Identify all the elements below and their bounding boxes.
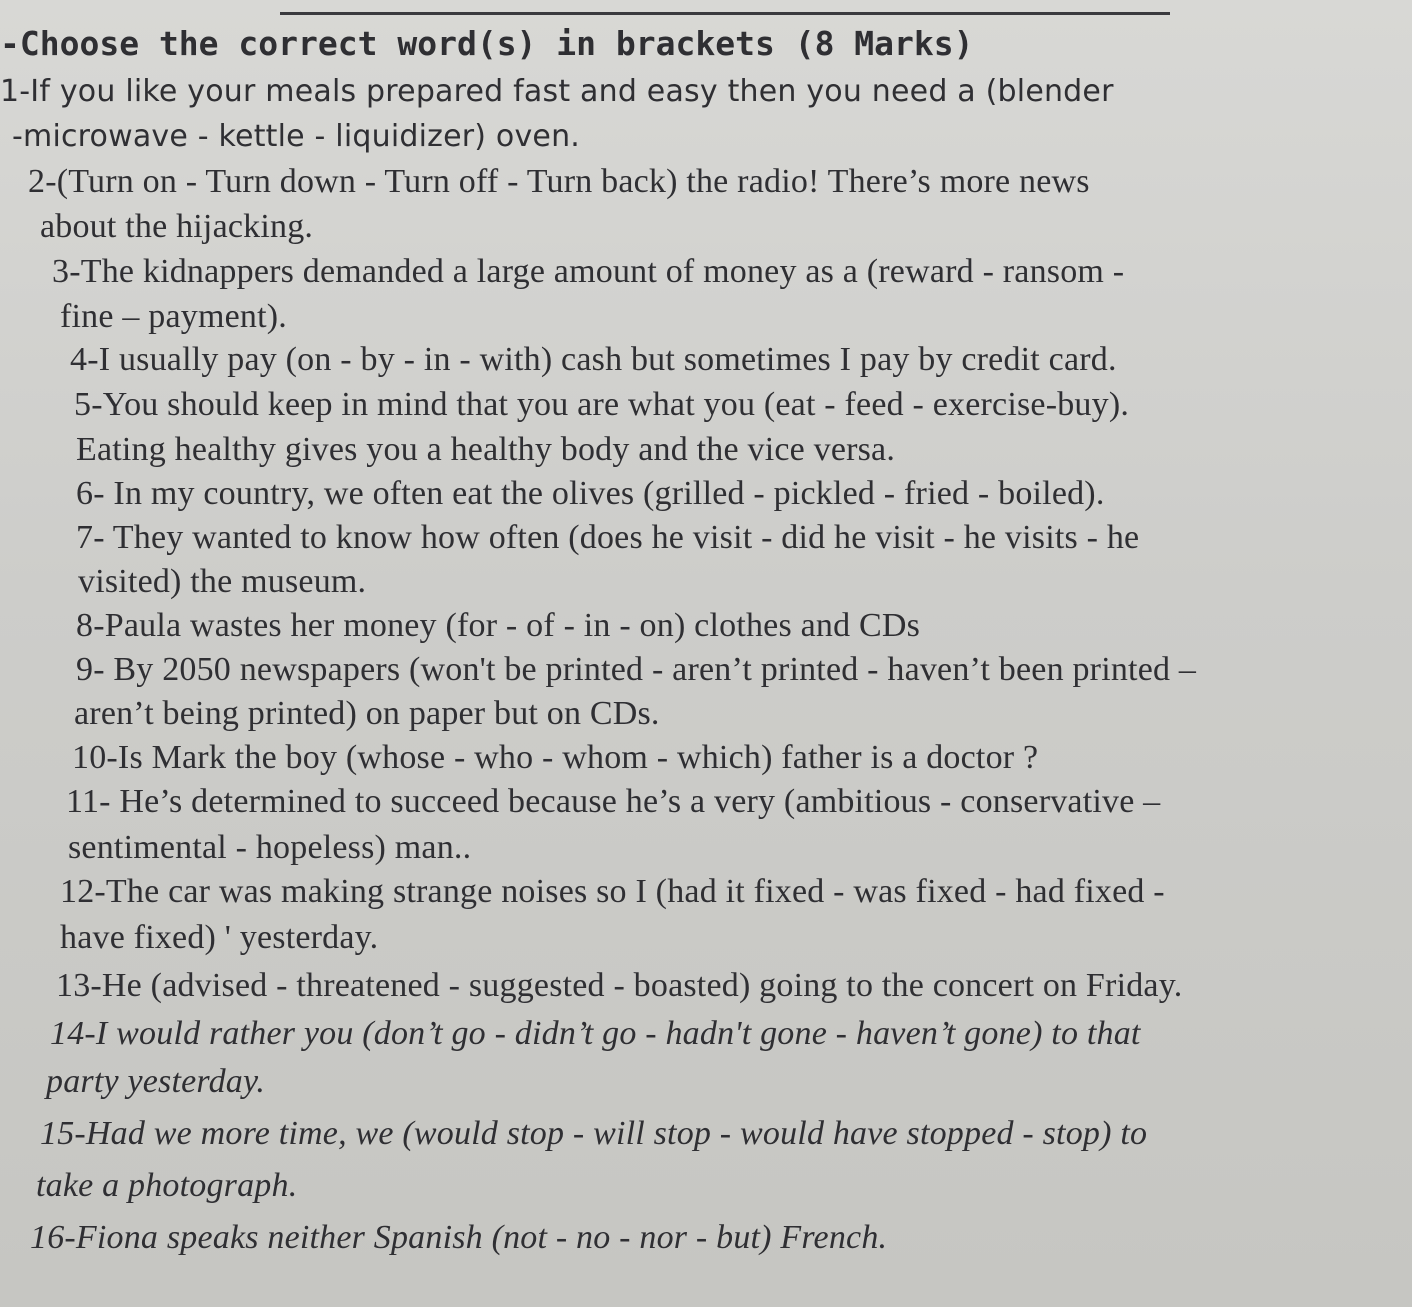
question-2-line-2: about the hijacking. <box>40 208 314 245</box>
question-10-line: 10-Is Mark the boy (whose - who - whom - which) father is a doctor ? <box>72 739 1039 776</box>
question-5-line-1: 5-You should keep in mind that you are what you (eat - feed - exercise-buy). <box>74 386 1130 423</box>
question-9-line-2: aren’t being printed) on paper but on CDs. <box>74 695 660 732</box>
question-14-line-1: 14-I would rather you (don’t go - didn’t go - hadn't gone - haven’t gone) to that <box>50 1015 1141 1052</box>
question-9-line-1: 9- By 2050 newspapers (won't be printed - aren’t printed - haven’t been printed – <box>76 651 1197 688</box>
question-14-line-2: party yesterday. <box>46 1063 266 1100</box>
question-15-line-1: 15-Had we more time, we (would stop - will stop - would have stopped - stop) to <box>40 1115 1148 1152</box>
question-7-line-1: 7- They wanted to know how often (does he visit - did he visit - he visits - he <box>76 519 1140 556</box>
question-4-line: 4-I usually pay (on - by - in - with) cash but sometimes I pay by credit card. <box>70 341 1117 378</box>
question-13-line: 13-He (advised - threatened - suggested - boasted) going to the concert on Friday. <box>56 967 1183 1004</box>
question-3-line-1: 3-The kidnappers demanded a large amount of money as a (reward - ransom - <box>52 253 1125 290</box>
question-8-line: 8-Paula wastes her money (for - of - in - on) clothes and CDs <box>76 607 921 644</box>
question-11-line-2: sentimental - hopeless) man.. <box>68 829 472 866</box>
question-2-line-1: 2-(Turn on - Turn down - Turn off - Turn back) the radio! There’s more news <box>28 163 1090 200</box>
question-5-line-2: Eating healthy gives you a healthy body and the vice versa. <box>76 431 896 468</box>
question-12-line-1: 12-The car was making strange noises so I (had it fixed - was fixed - had fixed - <box>60 873 1165 910</box>
question-11-line-1: 11- He’s determined to succeed because he’s a very (ambitious - conservative – <box>66 783 1161 820</box>
question-6-line: 6- In my country, we often eat the olives (grilled - pickled - fried - boiled). <box>76 475 1105 512</box>
question-16-line: 16-Fiona speaks neither Spanish (not - no - nor - but) French. <box>30 1219 888 1256</box>
section-heading: -Choose the correct word(s) in brackets (8 Marks) <box>0 24 974 63</box>
question-15-line-2: take a photograph. <box>36 1167 298 1204</box>
question-7-line-2: visited) the museum. <box>78 563 367 600</box>
question-12-line-2: have fixed) ' yesterday. <box>60 919 379 956</box>
top-rule <box>280 12 1170 15</box>
question-3-line-2: fine – payment). <box>60 298 287 335</box>
question-1-line-1: 1-If you like your meals prepared fast and easy then you need a (blender <box>0 74 1114 109</box>
question-1-line-2: -microwave - kettle - liquidizer) oven. <box>12 119 581 154</box>
